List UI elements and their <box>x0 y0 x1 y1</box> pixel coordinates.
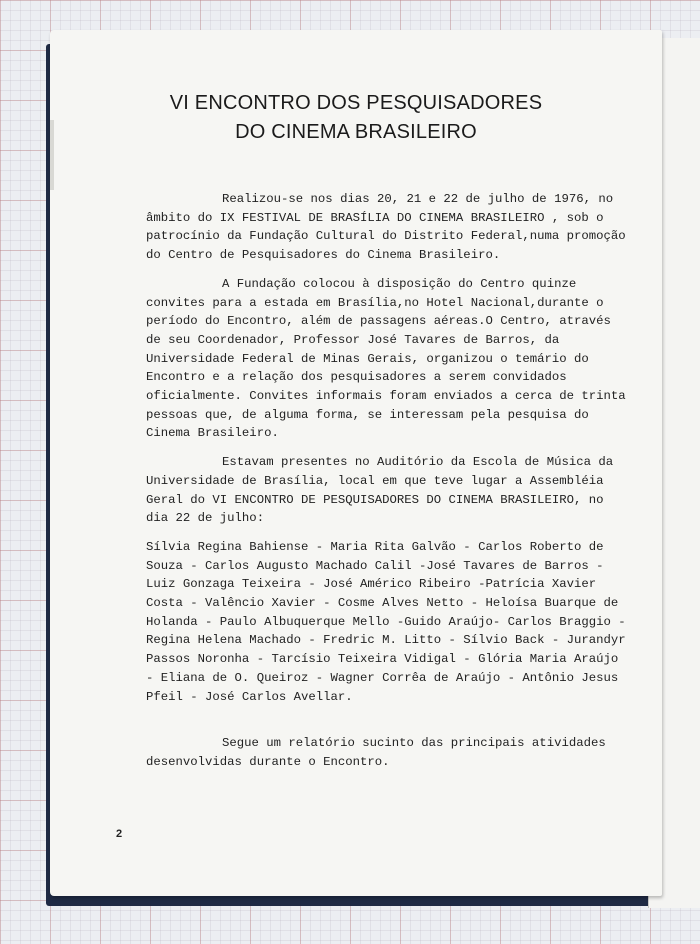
paragraph-intro: Realizou-se nos dias 20, 21 e 22 de julho de 1976, no âmbito do IX FESTIVAL DE BRASÍLIA DO CINEMA BRASILEIRO , sob o patrocínio da Fundação Cultural do Distrito Federal,numa promoção do Centro de Pesquisadores do Cinema Brasileiro. <box>146 192 626 263</box>
paragraph-attendance: Estavam presentes no Auditório da Escola de Música da Universidade de Brasília, local em que teve lugar a Assembléia Geral do VI ENCONTRO DE PESQUISADORES DO CINEMA BRASILEIRO, no dia 22 de julho: <box>146 455 614 526</box>
body-text <box>146 190 632 782</box>
paragraph-foundation: A Fundação colocou à disposição do Centro quinze convites para a estada em Brasília,no Hotel Nacional,durante o período do Encontro, além de passagens aéreas.O Centro, através de seu Coordenador, Professor José Tavares de Barros, da Universidade Federal de Minas Gerais, organizou o temário do Encontro e a relação dos pesquisadores a serem convidados oficialmente. Convites informais foram enviados a cerca de trinta pessoas que, de alguma forma, se interessam pela pesquisa do Cinema Brasileiro. <box>146 276 626 441</box>
page-title-line-1: VI ENCONTRO DOS PESQUISADORES <box>169 92 543 114</box>
page-number: 2 <box>116 828 123 840</box>
paragraph-report-intro: Segue um relatório sucinto das principais atividades desenvolvidas durante o Encontro. <box>146 736 606 769</box>
booklet-page <box>50 30 662 896</box>
page-title-line-2: DO CINEMA BRASILEIRO <box>235 121 477 143</box>
paragraph-attendee-list: Sílvia Regina Bahiense - Maria Rita Galvão - Carlos Roberto de Souza - Carlos Augusto Machado Calil -José Tavares de Barros - Luiz Gonzaga Teixeira - José Américo Ribeiro -Patrícia Xavier Costa - Valêncio Xavier - Cosme Alves Netto - Heloísa Buarque de Holanda - Paulo Albuquerque Mello -Guido Araújo- Carlos Braggio - Regina Helena Machado - Fredric M. Litto - Sílvio Back - Jurandyr Passos Noronha - Tarcísio Teixeira Vidigal - Glória Maria Araújo - Eliana de O. Queiroz - Wagner Corrêa de Araújo - Antônio Jesus Pfeil - José Carlos Avellar. <box>146 539 626 704</box>
